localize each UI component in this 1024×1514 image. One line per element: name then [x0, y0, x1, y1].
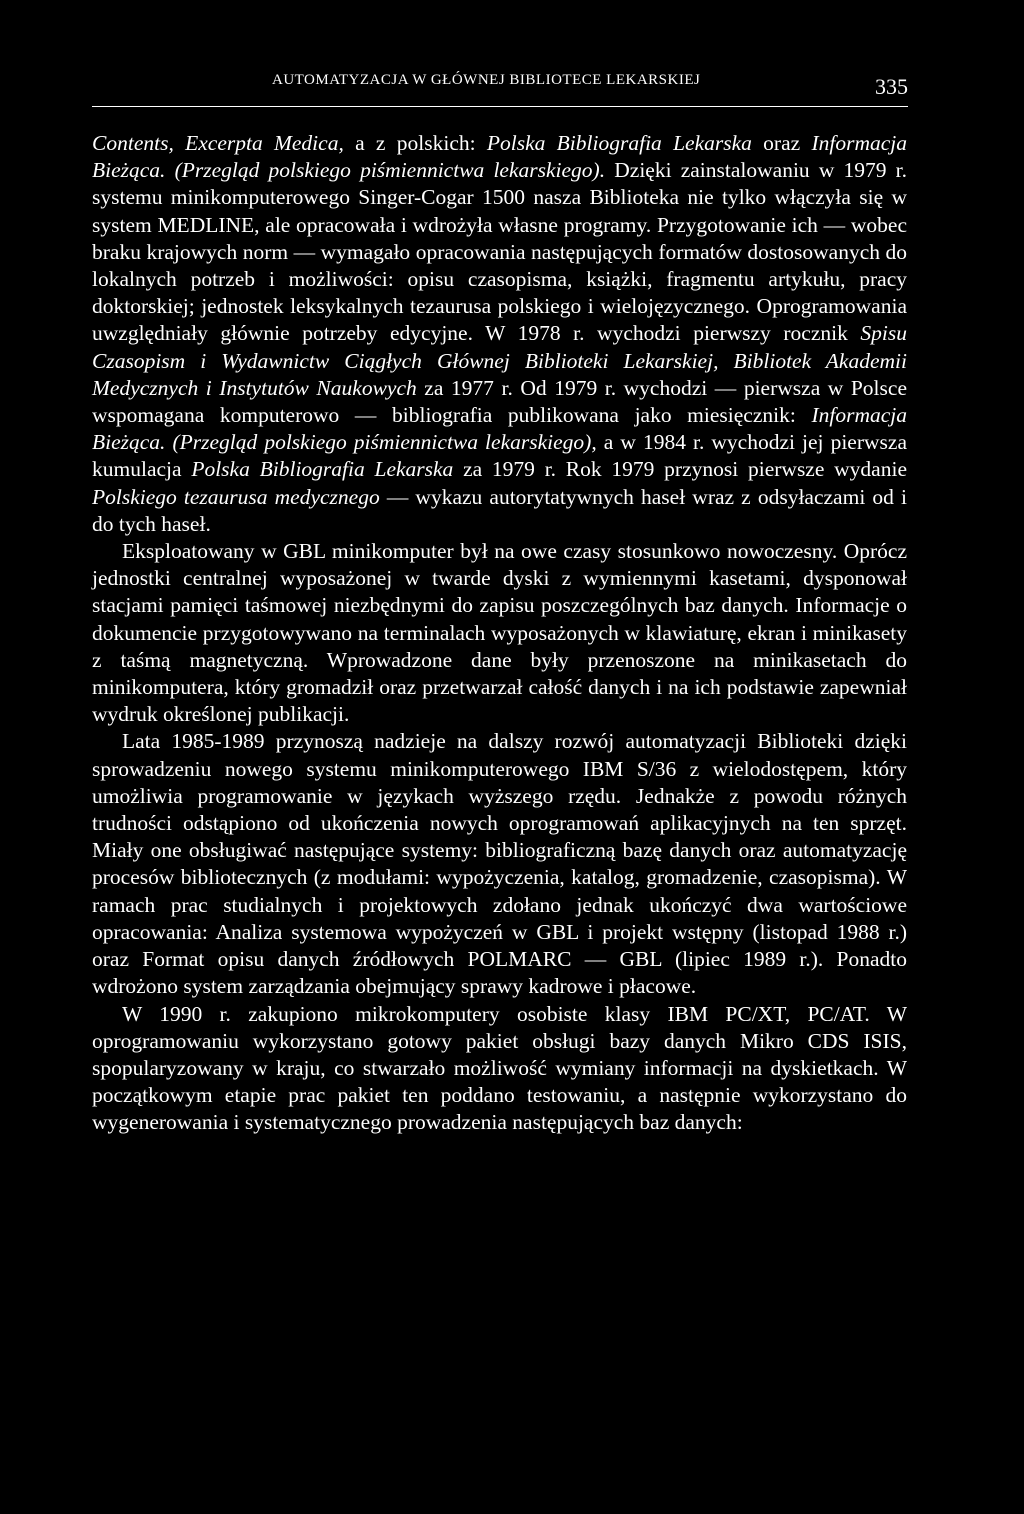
italic-text: Contents, Excerpta Medica, [92, 131, 344, 155]
body-text-run: W 1990 r. zakupiono mikrokomputery osobiste klasy IBM PC/XT, PC/AT. W oprogramowaniu wykorzystano gotowy pakiet obsługi bazy danych Mikro CDS ISIS, spopularyzowany w kraju, co stwarzało możliwość wymiany informacji na dyskietkach. W początkowym etapie prac pakiet ten poddano testowaniu, a następnie wykorzystano do wygenerowania i systematycznego prowadzenia następujących baz danych: [92, 1001, 907, 1135]
italic-text: Polska Bibliografia Lekarska [191, 457, 454, 482]
body-text-run: — wykazu autorytatywnych haseł wraz z odsyłaczami od i do tych haseł. [92, 484, 907, 536]
page-header [92, 70, 908, 107]
paragraph [92, 538, 907, 728]
italic-text: Polskiego tezaurusa medycznego [92, 484, 380, 509]
body-text [92, 130, 907, 1137]
body-text-run: Eksploatowany w GBL minikomputer był na owe czasy stosunkowo nowoczesny. Oprócz jednostki centralnej wyposażonej w twarde dyski z wymiennymi kasetami, dysponował stacjami pamięci taśmowej niezbędnymi do zapisu poszczególnych baz danych. Informacje o dokumencie przygotowywano na terminalach wyposażonych w klawiaturę, ekran i minikasety z taśmą magnetyczną. Wprowadzone dane były przenoszone na minikasetach do minikomputera, który gromadził oraz przetwarzał całość danych i na ich podstawie zapewniał wydruk określonej publikacji. [92, 539, 907, 727]
body-text-run: Lata 1985-1989 przynoszą nadzieje na dalszy rozwój automatyzacji Biblioteki dzięki sprowadzeniu nowego systemu minikomputerowego IBM S/36 z wielodostępem, który umożliwia programowanie w językach wyższego rzędu. Jednakże z powodu różnych trudności odstąpiono od ukończenia nowych oprogramowań aplikacyjnych na ten sprzęt. Miały one obsługiwać następujące systemy: bibliograficzną bazę danych oraz automatyzację procesów bibliotecznych (z modułami: wypożyczenia, katalog, gromadzenie, czasopisma). W ramach prac studialnych i projektowych zdołano jednak ukończyć dwa wartościowe opracowania: Analiza systemowa wypożyczeń w GBL i projekt wstępny (listopad 1988 r.) oraz Format opisu danych źródłowych POLMARC — GBL (lipiec 1989 r.). Ponadto wdrożono system zarządzania obejmujący sprawy kadrowe i płacowe. [92, 729, 907, 999]
italic-text: Spisu Czasopism i Wydawnictw Ciągłych Głównej Biblioteki Lekarskiej, Bibliotek Akademii Medycznych i Instytutów Naukowych [92, 321, 907, 400]
italic-text: Polska Bibliografia Lekarska [486, 131, 752, 155]
page-number: 335 [875, 74, 908, 99]
paragraph [92, 130, 907, 538]
paragraph [92, 728, 907, 1000]
body-text-run: a w 1984 r. wychodzi jej pierwsza kumulacja [92, 430, 907, 482]
paragraph [92, 1001, 907, 1137]
italic-text: Informacja Bieżąca. (Przegląd polskiego piśmiennictwa lekarskiego), [92, 403, 907, 455]
body-text-run: za 1979 r. Rok 1979 przynosi pierwsze wydanie [453, 457, 907, 482]
running-title: AUTOMATYZACJA W GŁÓWNEJ BIBLIOTECE LEKARSKIEJ [272, 72, 701, 88]
body-text-run: Dzięki zainstalowaniu w 1979 r. systemu minikomputerowego Singer-Cogar 1500 nasza Biblioteka nie tylko włączyła się w system MEDLINE, ale opracowała i wdrożyła własne programy. Przygotowanie ich — wobec braku krajowych norm — wymagało opracowania następujących formatów dostosowanych do lokalnych potrzeb i możliwości: opisu czasopisma, książki, fragmentu artykułu, pracy doktorskiej; jednostek leksykalnych tezaurusa polskiego i wielojęzycznego. Oprogramowania uwzględniały głównie potrzeby edycyjne. W 1978 r. wychodzi pierwszy rocznik [92, 158, 907, 346]
italic-text: Informacja Bieżąca. (Przegląd polskiego piśmiennictwa lekarskiego). [92, 131, 907, 183]
body-text-run: za 1977 r. Od 1979 r. wychodzi — pierwsza w Polsce wspomagana komputerowo — bibliografia publikowana jako miesięcznik: [92, 375, 907, 428]
body-text-run: oraz [751, 131, 812, 155]
body-text-run: a z polskich: [343, 131, 487, 155]
